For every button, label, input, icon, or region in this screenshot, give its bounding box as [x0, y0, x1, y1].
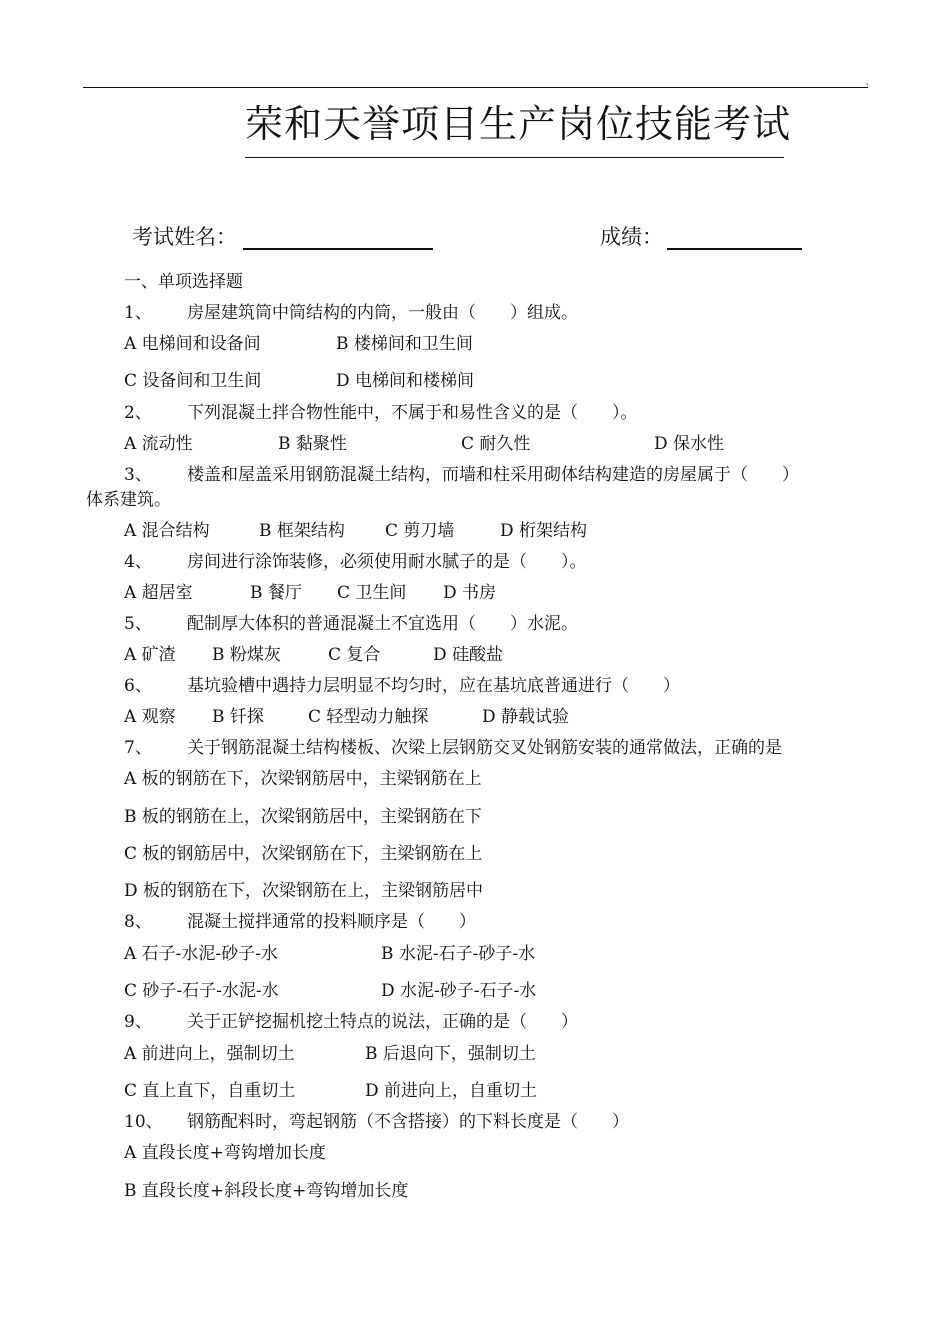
- corner-mark: ': [866, 82, 869, 91]
- option: A 混合结构: [124, 521, 210, 541]
- question-text: 楼盖和屋盖采用钢筋混凝土结构，而墙和柱采用砌体结构建造的房屋属于（ ）: [187, 465, 799, 485]
- option: A 前进向上，强制切土: [124, 1044, 295, 1064]
- name-field-line[interactable]: [243, 248, 433, 250]
- option: C 板的钢筋居中，次梁钢筋在下，主梁钢筋在上: [124, 844, 483, 864]
- option: B 后退向下，强制切土: [365, 1044, 536, 1064]
- option: C 设备间和卫生间: [124, 371, 262, 391]
- question-number: 9、: [124, 1012, 152, 1032]
- option: D 书房: [443, 583, 497, 603]
- question-text: 房屋建筑筒中筒结构的内筒，一般由（ ）组成。: [187, 303, 578, 323]
- option: D 静载试验: [482, 707, 570, 727]
- question-text-continued: 体系建筑。: [86, 490, 171, 510]
- option: B 框架结构: [259, 521, 345, 541]
- question-number: 6、: [124, 676, 152, 696]
- question-text: 钢筋配料时，弯起钢筋（不含搭接）的下料长度是（ ）: [187, 1112, 629, 1132]
- question-number: 5、: [124, 614, 152, 634]
- option: B 板的钢筋在上，次梁钢筋居中，主梁钢筋在下: [124, 807, 482, 827]
- option: D 板的钢筋在下，次梁钢筋在上，主梁钢筋居中: [124, 881, 484, 901]
- question-text: 关于正铲挖掘机挖土特点的说法，正确的是（ ）: [187, 1012, 578, 1032]
- option: A 石子-水泥-砂子-水: [124, 944, 278, 964]
- question-number: 2、: [124, 403, 152, 423]
- question-text: 下列混凝土拌合物性能中，不属于和易性含义的是（ ）。: [187, 403, 638, 423]
- option: B 水泥-石子-砂子-水: [381, 944, 536, 964]
- option: B 黏聚性: [278, 434, 347, 454]
- option: A 超居室: [124, 583, 193, 603]
- title-underline: [245, 157, 784, 158]
- option: C 卫生间: [337, 583, 407, 603]
- option: C 砂子-石子-水泥-水: [124, 981, 279, 1001]
- name-label: 考试姓名：: [132, 225, 237, 249]
- option: C 直上直下，自重切土: [124, 1081, 296, 1101]
- option: C 轻型动力触探: [308, 707, 429, 727]
- option: D 桁架结构: [500, 521, 588, 541]
- option: C 剪刀墙: [385, 521, 455, 541]
- option: A 直段长度+弯钩增加长度: [124, 1143, 326, 1163]
- question-text: 关于钢筋混凝土结构楼板、次梁上层钢筋交叉处钢筋安装的通常做法，正确的是: [187, 738, 782, 758]
- question-number: 3、: [124, 465, 152, 485]
- option: C 复合: [328, 645, 381, 665]
- question-number: 7、: [124, 738, 152, 758]
- top-rule: [83, 87, 868, 88]
- option: A 流动性: [124, 434, 193, 454]
- option: A 板的钢筋在下，次梁钢筋居中，主梁钢筋在上: [124, 769, 482, 789]
- question-number: 10、: [124, 1112, 163, 1132]
- question-text: 基坑验槽中遇持力层明显不均匀时，应在基坑底普通进行（ ）: [187, 676, 680, 696]
- option: B 钎探: [212, 707, 264, 727]
- option: B 粉煤灰: [212, 645, 281, 665]
- option: D 水泥-砂子-石子-水: [381, 981, 537, 1001]
- question-text: 混凝土搅拌通常的投料顺序是（ ）: [187, 912, 476, 932]
- question-number: 8、: [124, 912, 152, 932]
- option: D 硅酸盐: [433, 645, 504, 665]
- option: A 矿渣: [124, 645, 176, 665]
- score-label: 成绩：: [600, 225, 663, 249]
- option: C 耐久性: [461, 434, 531, 454]
- option: D 前进向上，自重切土: [365, 1081, 538, 1101]
- section-heading: 一、单项选择题: [124, 272, 243, 292]
- option: A 电梯间和设备间: [124, 334, 261, 354]
- question-text: 配制厚大体积的普通混凝土不宜选用（ ）水泥。: [187, 614, 578, 634]
- score-field-line[interactable]: [667, 248, 802, 250]
- option: A 观察: [124, 707, 176, 727]
- option: B 楼梯间和卫生间: [336, 334, 473, 354]
- option: B 直段长度+斜段长度+弯钩增加长度: [124, 1181, 409, 1201]
- option: B 餐厅: [250, 583, 302, 603]
- option: D 电梯间和楼梯间: [336, 371, 475, 391]
- exam-title: 荣和天誉项目生产岗位技能考试: [245, 102, 792, 146]
- question-text: 房间进行涂饰装修，必须使用耐水腻子的是（ ）。: [187, 552, 587, 572]
- question-number: 4、: [124, 552, 152, 572]
- question-number: 1、: [124, 303, 152, 323]
- option: D 保水性: [654, 434, 725, 454]
